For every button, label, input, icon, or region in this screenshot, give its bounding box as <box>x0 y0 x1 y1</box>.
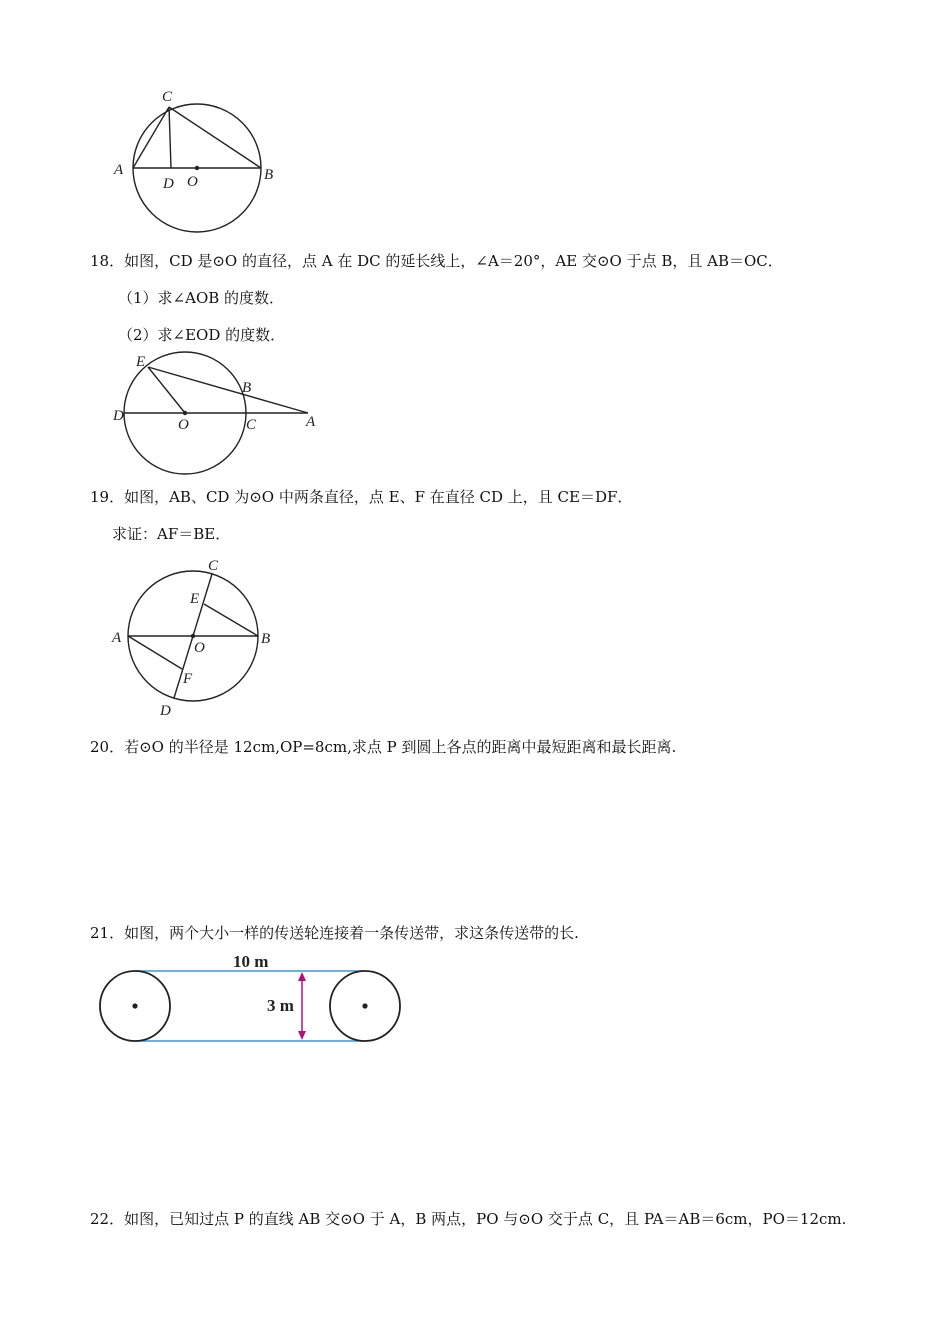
question-number: 21． <box>90 924 125 942</box>
label-e: E <box>190 591 200 607</box>
label-o: O <box>178 417 189 433</box>
question-text: 如图，已知过点 P 的直线 AB 交⊙O 于 A，B 两点，PO 与⊙O 交于点 C，且 PA＝AB＝6cm，PO＝12cm. <box>124 1210 847 1228</box>
label-d: D <box>113 408 124 424</box>
label-o: O <box>187 174 198 190</box>
segment-cd <box>169 107 171 168</box>
label-height: 3 m <box>267 996 294 1015</box>
label-b: B <box>264 167 274 183</box>
question-19 <box>90 486 632 507</box>
height-arrow-head-top <box>298 972 306 981</box>
center-dot <box>183 411 187 415</box>
center-dot <box>191 634 195 638</box>
question-text: 如图，两个大小一样的传送轮连接着一条传送带，求这条传送带的长. <box>124 924 579 942</box>
figure-q19 <box>105 555 285 720</box>
label-b: B <box>261 631 271 647</box>
question-20 <box>90 736 676 757</box>
question-18 <box>90 250 783 271</box>
label-d: D <box>163 176 174 192</box>
question-text: 如图，CD 是⊙O 的直径，点 A 在 DC 的延长线上，∠A＝20°，AE 交⊙O 于点 B，且 AB＝OC． <box>124 252 783 270</box>
question-text: 若⊙O 的半径是 12cm,OP=8cm,求点 P 到圆上各点的距离中最短距离和最长距离. <box>124 738 677 756</box>
question-18-part-1: （1）求∠AOB 的度数． <box>118 289 285 307</box>
label-o: O <box>194 640 205 656</box>
segment-af <box>128 636 182 669</box>
label-length: 10 m <box>233 952 269 971</box>
figure-q21-conveyor <box>95 950 415 1050</box>
segment-ac <box>133 107 169 168</box>
figure-q18 <box>105 350 325 480</box>
radius-oe <box>148 367 185 413</box>
figure-q17 <box>105 82 285 237</box>
label-b: B <box>242 380 252 396</box>
label-a: A <box>306 414 316 430</box>
wheel-left-center <box>132 1003 137 1008</box>
segment-be <box>204 604 258 636</box>
line-ea <box>148 367 308 413</box>
label-f: F <box>183 671 193 687</box>
question-19-prove: 求证：AF＝BE． <box>112 525 231 543</box>
label-a: A <box>114 162 124 178</box>
question-text: 如图，AB、CD 为⊙O 中两条直径，点 E、F 在直径 CD 上，且 CE＝DF． <box>124 488 633 506</box>
question-number: 18． <box>90 252 125 270</box>
label-a: A <box>112 630 122 646</box>
segment-cb <box>169 107 261 168</box>
label-e: E <box>136 354 146 370</box>
question-21 <box>90 922 579 943</box>
question-number: 22． <box>90 1210 125 1228</box>
label-c: C <box>208 558 219 574</box>
wheel-right-center <box>362 1003 367 1008</box>
height-arrow-head-bottom <box>298 1031 306 1040</box>
question-22 <box>90 1208 846 1229</box>
question-number: 20． <box>90 738 125 756</box>
question-number: 19． <box>90 488 125 506</box>
label-c: C <box>162 89 173 105</box>
label-c: C <box>246 417 257 433</box>
center-dot <box>195 166 199 170</box>
label-d: D <box>160 703 171 719</box>
question-18-part-2: （2）求∠EOD 的度数． <box>118 326 286 344</box>
